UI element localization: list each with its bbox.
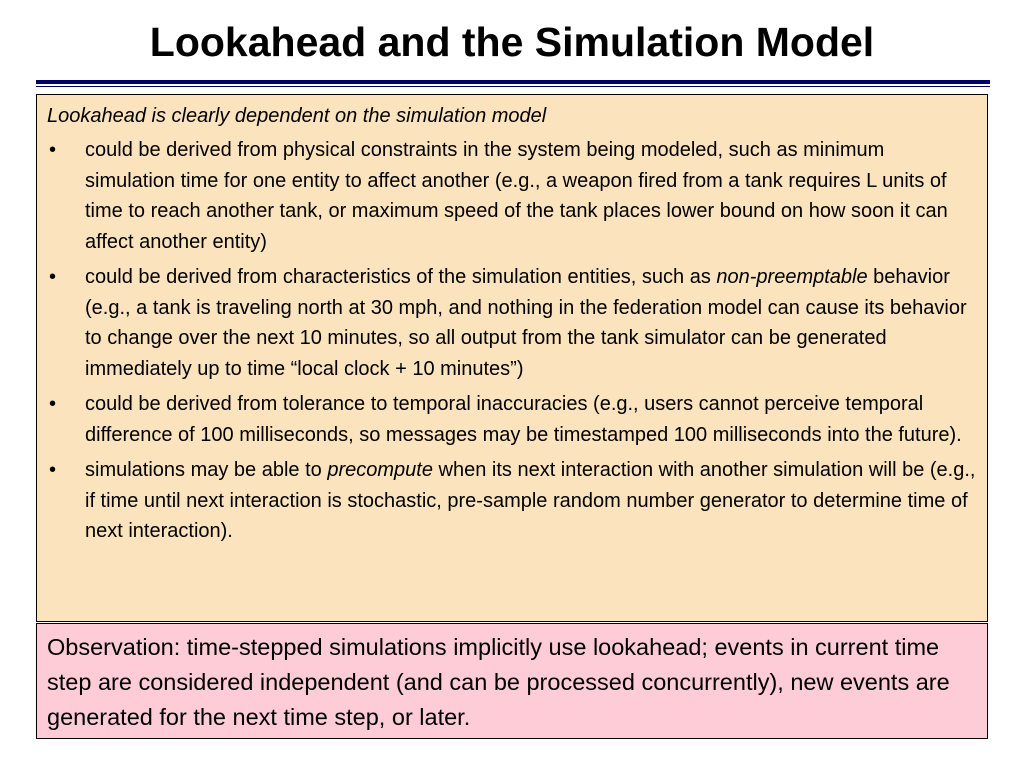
bullet-list <box>47 135 979 547</box>
bullet-text: simulations may be able to <box>85 459 328 481</box>
bullet-emphasis: precompute <box>327 459 433 481</box>
bullet-item-precompute <box>47 455 979 547</box>
intro-text: Lookahead is clearly dependent on the simulation model <box>47 105 547 127</box>
bullet-text: could be derived from characteristics of the simulation entities, such as <box>85 266 717 288</box>
observation-text: Observation: time-stepped simulations implicitly use lookahead; events in current time step are considered independent (and can be processed concurrently), new events are generated for the next time step, or later. <box>47 634 950 730</box>
bullet-item-entity-characteristics <box>47 262 979 384</box>
bullet-dot-icon: • <box>49 139 57 161</box>
lookahead-content-box <box>36 94 988 622</box>
observation-box <box>36 623 988 739</box>
slide-title: Lookahead and the Simulation Model <box>149 19 875 65</box>
bullet-dot-icon: • <box>49 393 57 415</box>
title-underline-thin <box>36 86 990 87</box>
bullet-item-temporal-tolerance <box>47 389 979 450</box>
bullet-text: could be derived from physical constraints in the system being modeled, such as minimum simulation time for one entity to affect another (e.g., a weapon fired from a tank requires L units of time to reach another tank, or maximum speed of the tank places lower bound on how soon it can affect another entity) <box>85 139 948 253</box>
bullet-text-continued: when its next interaction with another simulation will be (e.g., if time until next interaction is stochastic, pre-sample random number generator to determine time of next interaction). <box>85 459 976 542</box>
bullet-text-continued: behavior (e.g., a tank is traveling north at 30 mph, and nothing in the federation model can cause its behavior to change over the next 10 minutes, so all output from the tank simulator can be generated immediately up to time “local clock + 10 minutes”) <box>85 266 967 380</box>
bullet-item-physical-constraints <box>47 135 979 257</box>
title-underline-thick <box>36 80 990 84</box>
bullet-text: could be derived from tolerance to temporal inaccuracies (e.g., users cannot perceive temporal difference of 100 milliseconds, so messages may be timestamped 100 milliseconds into the future). <box>85 393 962 446</box>
bullet-dot-icon: • <box>49 459 57 481</box>
bullet-dot-icon: • <box>49 266 57 288</box>
bullet-emphasis: non-preemptable <box>716 266 868 288</box>
